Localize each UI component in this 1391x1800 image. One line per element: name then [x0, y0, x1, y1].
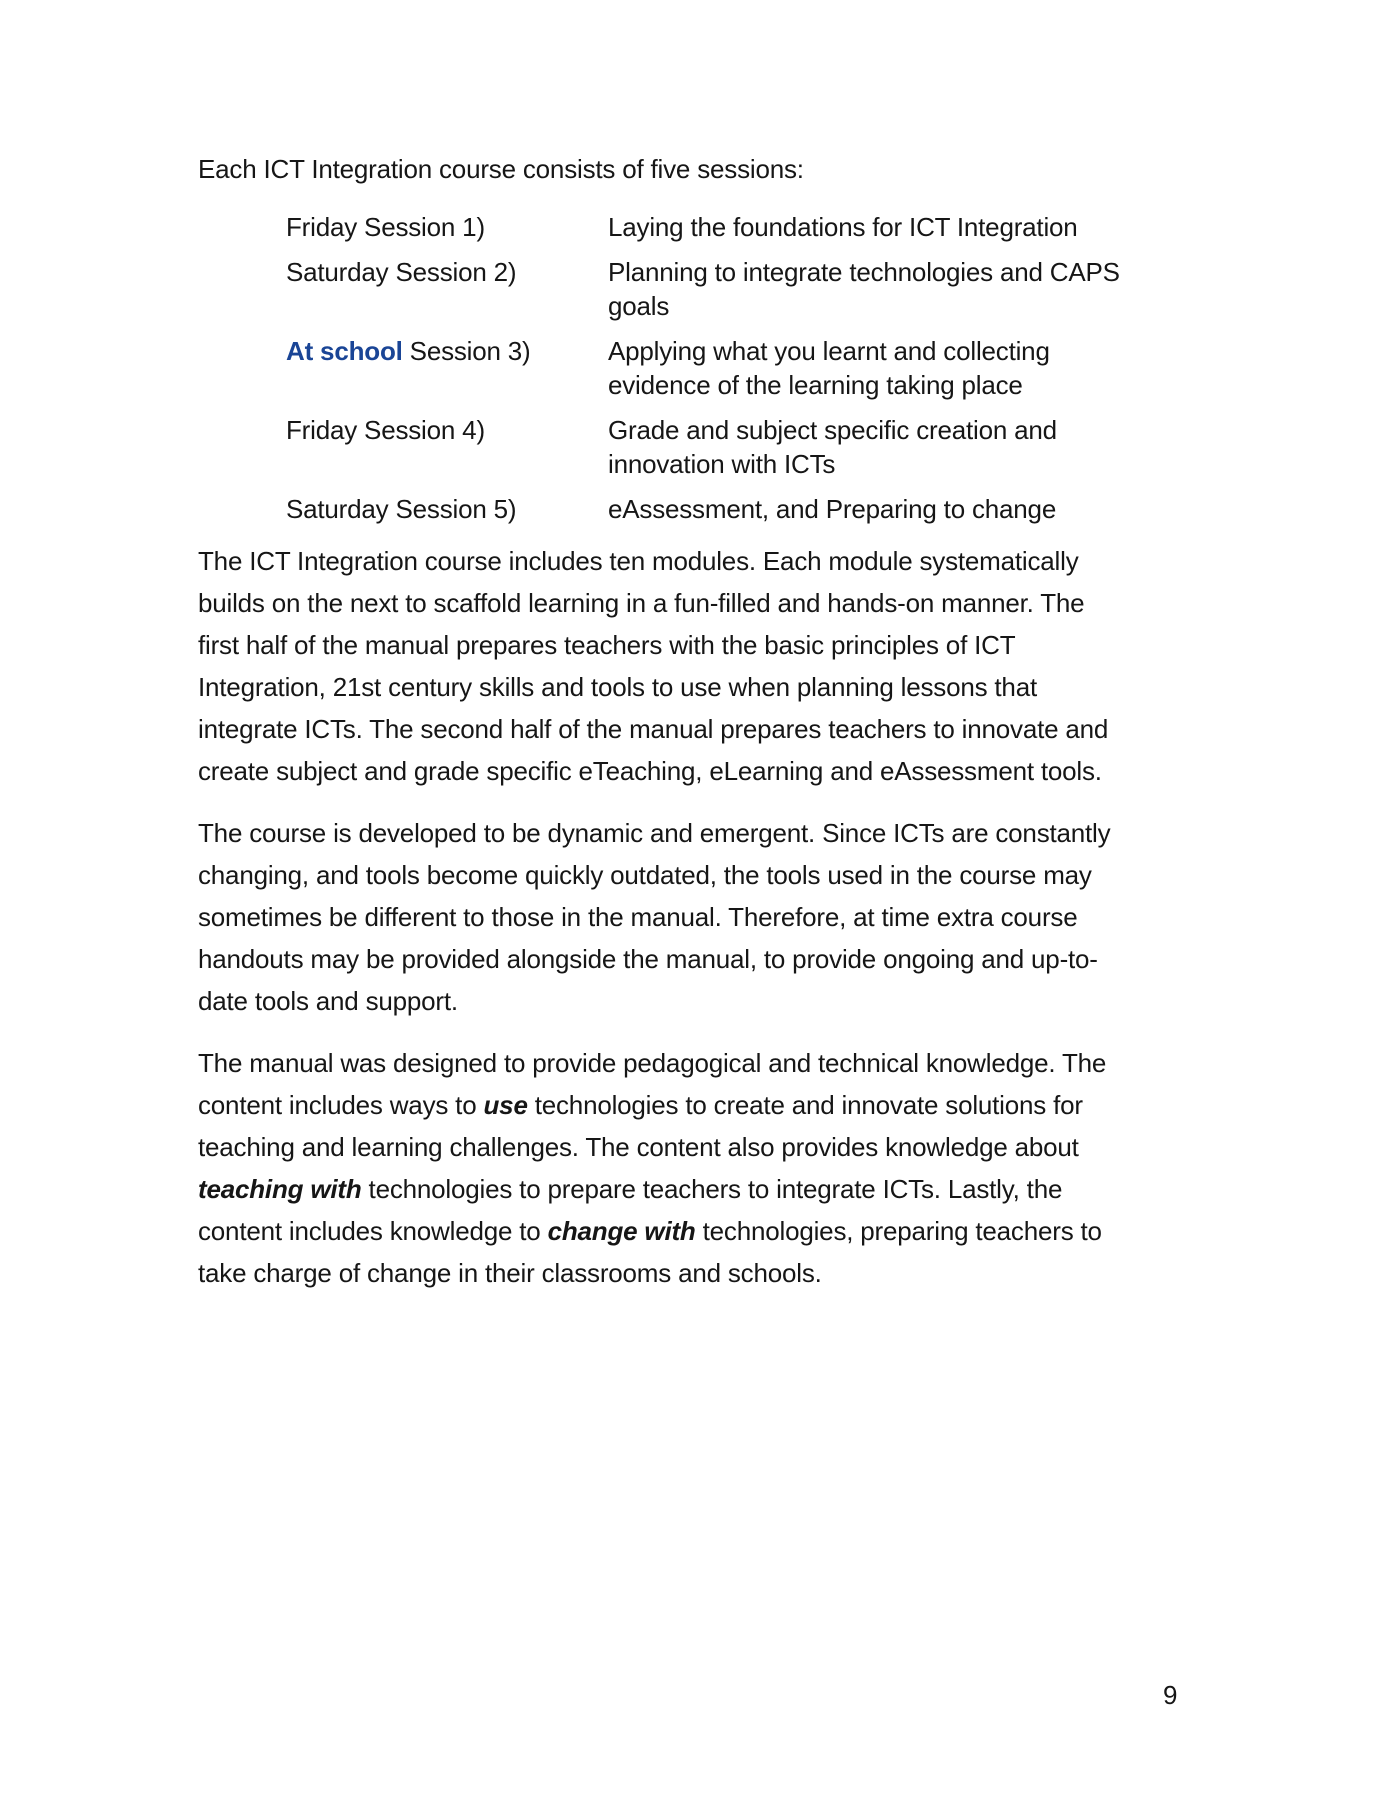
- emphasis-text: teaching with: [198, 1174, 362, 1204]
- paragraph-line: [198, 1084, 1258, 1126]
- paragraph-line: [198, 812, 1258, 854]
- text-segment: handouts may be provided alongside the manual, to provide ongoing and up-to-: [198, 944, 1098, 974]
- paragraph: [198, 540, 1258, 792]
- session-label: [286, 413, 608, 481]
- paragraph-line: [198, 980, 1258, 1022]
- session-description: [608, 210, 1078, 244]
- paragraph-line: [198, 708, 1258, 750]
- paragraph-line: [198, 666, 1258, 708]
- session-row: [286, 210, 1258, 244]
- paragraph-line: [198, 540, 1258, 582]
- page-number: 9: [1163, 1680, 1178, 1710]
- paragraph-line: [198, 854, 1258, 896]
- text-segment: create subject and grade specific eTeaching, eLearning and eAssessment tools.: [198, 756, 1102, 786]
- text-segment: sometimes be different to those in the manual. Therefore, at time extra course: [198, 902, 1078, 932]
- paragraph-line: [198, 1210, 1258, 1252]
- text-segment: Session 3): [402, 336, 531, 366]
- session-description-line: Applying what you learnt and collecting: [608, 336, 1050, 366]
- session-description-line: Planning to integrate technologies and CAPS: [608, 257, 1120, 287]
- highlight-text: At school: [286, 336, 403, 366]
- text-segment: integrate ICTs. The second half of the manual prepares teachers to innovate and: [198, 714, 1109, 744]
- session-label: [286, 492, 608, 526]
- text-segment: technologies to prepare teachers to integrate ICTs. Lastly, the: [361, 1174, 1063, 1204]
- text-segment: builds on the next to scaffold learning in a fun-filled and hands-on manner. The: [198, 588, 1085, 618]
- text-segment: The ICT Integration course includes ten modules. Each module systematically: [198, 546, 1079, 576]
- text-segment: take charge of change in their classrooms and schools.: [198, 1258, 822, 1288]
- session-description: [608, 492, 1056, 526]
- emphasis-text: change with: [547, 1216, 696, 1246]
- text-segment: content includes ways to: [198, 1090, 484, 1120]
- intro-paragraph: Each ICT Integration course consists of five sessions:: [198, 154, 804, 184]
- text-segment: Friday Session 4): [286, 415, 485, 445]
- session-label: [286, 210, 608, 244]
- session-row: [286, 334, 1258, 402]
- page-content: [198, 152, 1258, 1314]
- paragraph-line: [198, 1168, 1258, 1210]
- paragraph-line: [198, 582, 1258, 624]
- paragraph: [198, 1042, 1258, 1294]
- body-paragraphs: [198, 540, 1258, 1294]
- session-description-line: goals: [608, 291, 670, 321]
- session-label: [286, 334, 608, 402]
- session-label: [286, 255, 608, 323]
- paragraph-line: [198, 1042, 1258, 1084]
- session-row: [286, 255, 1258, 323]
- emphasis-text: use: [483, 1090, 528, 1120]
- text-segment: Saturday Session 5): [286, 494, 517, 524]
- session-description-line: Laying the foundations for ICT Integration: [608, 212, 1078, 242]
- paragraph-line: [198, 1126, 1258, 1168]
- session-description-line: innovation with ICTs: [608, 449, 836, 479]
- paragraph-line: [198, 750, 1258, 792]
- text-segment: date tools and support.: [198, 986, 458, 1016]
- session-description: [608, 255, 1120, 323]
- paragraph-line: [198, 624, 1258, 666]
- text-segment: technologies to create and innovate solutions for: [527, 1090, 1083, 1120]
- paragraph-line: [198, 1252, 1258, 1294]
- text-segment: The manual was designed to provide pedagogical and technical knowledge. The: [198, 1048, 1107, 1078]
- paragraph-line: [198, 938, 1258, 980]
- text-segment: changing, and tools become quickly outdated, the tools used in the course may: [198, 860, 1092, 890]
- text-segment: first half of the manual prepares teachers with the basic principles of ICT: [198, 630, 1016, 660]
- text-segment: technologies, preparing teachers to: [695, 1216, 1102, 1246]
- paragraph: [198, 812, 1258, 1022]
- session-description-line: evidence of the learning taking place: [608, 370, 1023, 400]
- session-description-line: Grade and subject specific creation and: [608, 415, 1057, 445]
- session-description-line: eAssessment, and Preparing to change: [608, 494, 1057, 524]
- session-row: [286, 413, 1258, 481]
- text-segment: Integration, 21st century skills and tools to use when planning lessons that: [198, 672, 1037, 702]
- text-segment: The course is developed to be dynamic and emergent. Since ICTs are constantly: [198, 818, 1111, 848]
- text-segment: Friday Session 1): [286, 212, 485, 242]
- text-segment: teaching and learning challenges. The content also provides knowledge about: [198, 1132, 1079, 1162]
- paragraph-line: [198, 896, 1258, 938]
- session-row: [286, 492, 1258, 526]
- session-description: [608, 334, 1050, 402]
- session-description: [608, 413, 1057, 481]
- sessions-list: [286, 210, 1258, 526]
- text-segment: Saturday Session 2): [286, 257, 517, 287]
- text-segment: content includes knowledge to: [198, 1216, 548, 1246]
